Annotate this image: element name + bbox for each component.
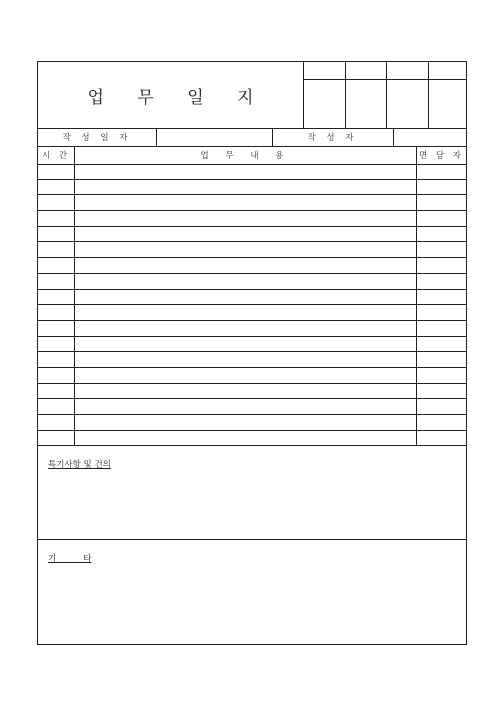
content-cell[interactable] <box>75 258 416 273</box>
misc-area[interactable] <box>38 540 466 644</box>
table-row <box>38 337 466 353</box>
table-row <box>38 274 466 290</box>
time-cell[interactable] <box>38 242 74 257</box>
table-row <box>38 290 466 306</box>
interviewee-cell[interactable] <box>417 195 466 210</box>
time-cell[interactable] <box>38 399 74 414</box>
time-cell[interactable] <box>38 211 74 226</box>
content-cell[interactable] <box>75 399 416 414</box>
author-value-field[interactable] <box>394 128 466 146</box>
table-row <box>38 431 466 447</box>
interviewee-cell[interactable] <box>417 274 466 289</box>
remarks-section-title: 특기사항 및 건의 <box>48 460 111 470</box>
remarks-area[interactable] <box>38 446 466 539</box>
content-cell[interactable] <box>75 290 416 305</box>
time-cell[interactable] <box>38 337 74 352</box>
content-column-header: 업 무 내 용 <box>200 151 291 161</box>
content-cell[interactable] <box>75 180 416 195</box>
table-row <box>38 321 466 337</box>
content-cell[interactable] <box>75 337 416 352</box>
interviewee-cell[interactable] <box>417 399 466 414</box>
interviewee-cell[interactable] <box>417 258 466 273</box>
date-label: 작 성 일 자 <box>62 133 132 143</box>
interviewee-cell[interactable] <box>417 164 466 179</box>
interviewee-cell[interactable] <box>417 227 466 242</box>
interviewee-cell[interactable] <box>417 352 466 367</box>
interviewee-cell[interactable] <box>417 305 466 320</box>
author-label: 작 성 자 <box>307 133 358 143</box>
page-title: 업 무 일 지 <box>87 87 268 108</box>
content-cell[interactable] <box>75 368 416 383</box>
time-cell[interactable] <box>38 321 74 336</box>
work-log-form <box>37 61 467 645</box>
time-cell[interactable] <box>38 384 74 399</box>
table-row <box>38 258 466 274</box>
date-value-field[interactable] <box>157 128 272 146</box>
content-cell[interactable] <box>75 195 416 210</box>
time-cell[interactable] <box>38 290 74 305</box>
table-row <box>38 305 466 321</box>
log-table-body <box>38 164 466 446</box>
content-cell[interactable] <box>75 352 416 367</box>
content-cell[interactable] <box>75 321 416 336</box>
content-cell[interactable] <box>75 227 416 242</box>
table-row <box>38 384 466 400</box>
table-row <box>38 242 466 258</box>
table-row <box>38 164 466 180</box>
table-row <box>38 227 466 243</box>
interviewee-cell[interactable] <box>417 211 466 226</box>
content-cell[interactable] <box>75 415 416 430</box>
interviewee-cell[interactable] <box>417 242 466 257</box>
interviewee-cell[interactable] <box>417 431 466 446</box>
time-cell[interactable] <box>38 415 74 430</box>
table-row <box>38 368 466 384</box>
time-cell[interactable] <box>38 227 74 242</box>
interviewee-column-header: 면 담 자 <box>418 151 465 161</box>
content-cell[interactable] <box>75 384 416 399</box>
time-column-header: 시 간 <box>41 151 71 161</box>
content-cell[interactable] <box>75 431 416 446</box>
time-cell[interactable] <box>38 305 74 320</box>
interviewee-cell[interactable] <box>417 321 466 336</box>
content-cell[interactable] <box>75 274 416 289</box>
time-cell[interactable] <box>38 352 74 367</box>
table-row <box>38 195 466 211</box>
content-cell[interactable] <box>75 305 416 320</box>
time-cell[interactable] <box>38 195 74 210</box>
interviewee-cell[interactable] <box>417 384 466 399</box>
content-cell[interactable] <box>75 211 416 226</box>
time-cell[interactable] <box>38 164 74 179</box>
interviewee-cell[interactable] <box>417 290 466 305</box>
content-cell[interactable] <box>75 164 416 179</box>
table-row <box>38 352 466 368</box>
interviewee-cell[interactable] <box>417 368 466 383</box>
interviewee-cell[interactable] <box>417 180 466 195</box>
table-row <box>38 399 466 415</box>
time-cell[interactable] <box>38 368 74 383</box>
time-cell[interactable] <box>38 431 74 446</box>
table-row <box>38 180 466 196</box>
table-row <box>38 415 466 431</box>
time-cell[interactable] <box>38 274 74 289</box>
content-cell[interactable] <box>75 242 416 257</box>
interviewee-cell[interactable] <box>417 415 466 430</box>
table-row <box>38 211 466 227</box>
time-cell[interactable] <box>38 258 74 273</box>
misc-section-title: 기 타 <box>48 554 92 564</box>
time-cell[interactable] <box>38 180 74 195</box>
interviewee-cell[interactable] <box>417 337 466 352</box>
